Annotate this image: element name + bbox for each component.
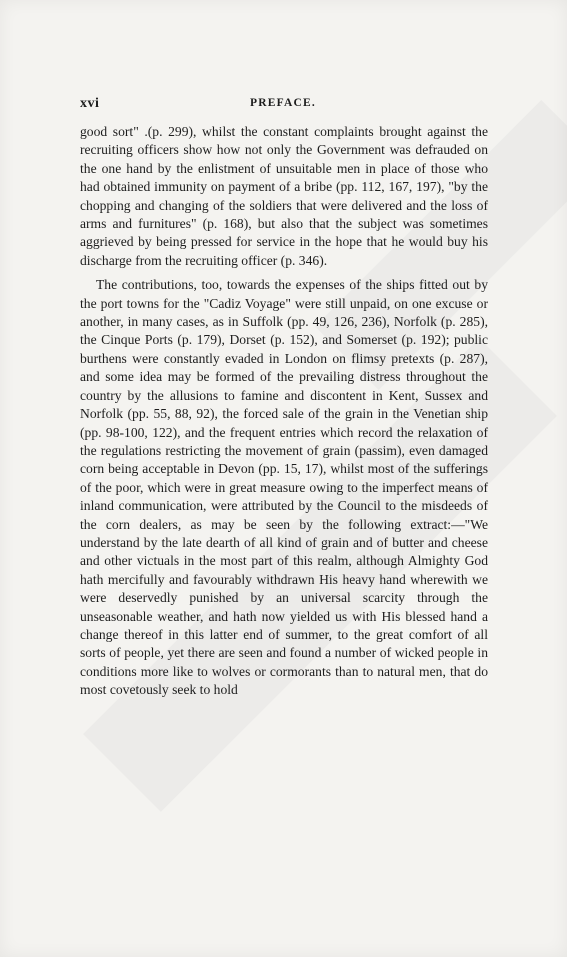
- body-text: [80, 123, 488, 700]
- paragraph: The contributions, too, towards the expenses of the ships fitted out by the port towns for the "Cadiz Voyage" were still unpaid, on one excuse or another, in many cases, as in Suffolk (pp. 49, 126, 236), Norfolk (p. 285), the Cinque Ports (p. 179), Dorset (p. 152), and Somerset (p. 192); public burthens were constantly evaded in London on flimsy pretexts (p. 287), and some idea may be formed of the prevailing distress throughout the country by the allusions to famine and discontent in Kent, Sussex and Norfolk (pp. 55, 88, 92), the forced sale of the grain in the Venetian ship (pp. 98-100, 122), and the frequent entries which record the relaxation of the regulations restricting the movement of grain (passim), even damaged corn being acceptable in Devon (pp. 15, 17), whilst most of the sufferings of the poor, which were in great measure owing to the imperfect means of inland communication, were attributed by the Council to the misdeeds of the corn dealers, as may be seen by the following extract:—"We understand by the late dearth of all kind of grain and of butter and cheese and other victuals in the most part of this realm, although Almighty God hath mercifully and favourably withdrawn His heavy hand wherewith we were deservedly punished by an universal scarcity through the unseasonable weather, and hath now yielded us with His blessed hand a change thereof in this latter end of summer, to the great comfort of all sorts of people, yet there are seen and found a number of wicked people in conditions more like to wolves or cormorants than to natural men, that do most covetously seek to hold: [80, 277, 488, 698]
- page-number: xvi: [80, 96, 100, 111]
- paragraph: good sort" .(p. 299), whilst the constant complaints brought against the recruiting officers show how not only the Government was defrauded on the one hand by the enlistment of unsuitable men in place of those who had obtained immunity on payment of a bribe (pp. 112, 167, 197), "by the chopping and changing of the soldiers that were delivered and the loss of arms and furnitures" (p. 168), but also that the subject was sometimes aggrieved by being pressed for service in the hope that he would buy his discharge from the recruiting officer (p. 346).: [80, 124, 488, 268]
- running-head: PREFACE.: [250, 97, 316, 109]
- page-header: [80, 96, 486, 116]
